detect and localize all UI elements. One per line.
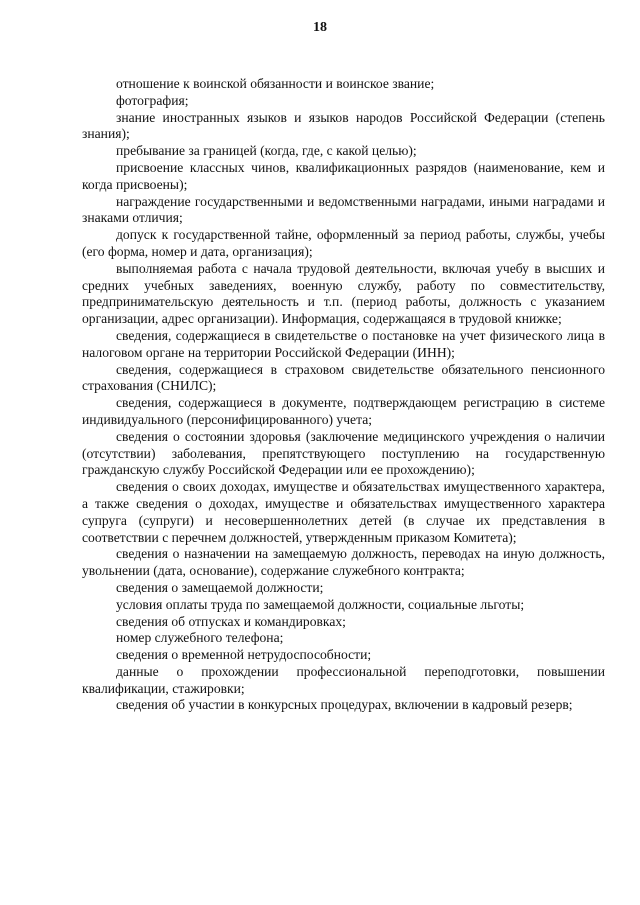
list-item: знание иностранных языков и языков народов Российской Федерации (степень знания);	[82, 109, 605, 142]
list-item: пребывание за границей (когда, где, с какой целью);	[116, 143, 417, 159]
list-item: номер служебного телефона;	[116, 630, 284, 646]
list-item: сведения, содержащиеся в страховом свидетельстве обязательного пенсионного страхования (СНИЛС);	[82, 361, 605, 394]
list-item: сведения о временной нетрудоспособности;	[116, 647, 372, 663]
list-item: условия оплаты труда по замещаемой должности, социальные льготы;	[116, 596, 525, 612]
list-item: сведения о своих доходах, имуществе и обязательствах имущественного характера, а также сведения о доходах, имуществе и обязательствах имущественного характера супруга (супруги) и несовершеннолетних детей (в случае их представления в соответствии с перечнем должностей, утвержденным приказом Комитета);	[82, 479, 605, 545]
list-item: фотография;	[116, 92, 189, 108]
list-item: сведения о назначении на замещаемую должность, переводах на иную должность, увольнении (дата, основание), содержание служебного контракта;	[82, 546, 605, 579]
list-item: выполняемая работа с начала трудовой деятельности, включая учебу в высших и средних учебных заведениях, военную службу, работу по совместительству, предпринимательскую деятельность и т.п. (период работы, должность с указанием организации, адрес организации). Информация, содержащаяся в трудовой книжке;	[82, 260, 605, 327]
list-item: отношение к воинской обязанности и воинское звание;	[116, 76, 435, 91]
list-item: сведения об участии в конкурсных процедурах, включении в кадровый резерв;	[116, 697, 573, 713]
list-item: сведения, содержащиеся в свидетельстве о постановке на учет физического лица в налоговом органе на территории Российской Федерации (ИНН);	[82, 327, 605, 360]
list-item: сведения об отпусках и командировках;	[116, 613, 346, 629]
list-item: допуск к государственной тайне, оформленный за период работы, службы, учебы (его форма, номер и дата, организация);	[82, 227, 605, 259]
list-item: сведения о состоянии здоровья (заключение медицинского учреждения о наличии (отсутствии) заболевания, препятствующего поступлению на государственную гражданскую службу Российской Федерации или ее прохождению);	[82, 428, 605, 478]
list-item: присвоение классных чинов, квалификационных разрядов (наименование, кем и когда присвоены);	[82, 159, 605, 192]
list-item: сведения о замещаемой должности;	[116, 579, 324, 595]
document-body	[82, 76, 605, 714]
list-item: сведения, содержащиеся в документе, подтверждающем регистрацию в системе индивидуального (персонифицированного) учета;	[82, 395, 605, 427]
page-number: 18	[313, 20, 327, 35]
list-item: данные о прохождении профессиональной переподготовки, повышении квалификации, стажировки;	[82, 663, 605, 696]
list-item: награждение государственными и ведомственными наградами, иными наградами и знаками отличия;	[82, 193, 605, 226]
